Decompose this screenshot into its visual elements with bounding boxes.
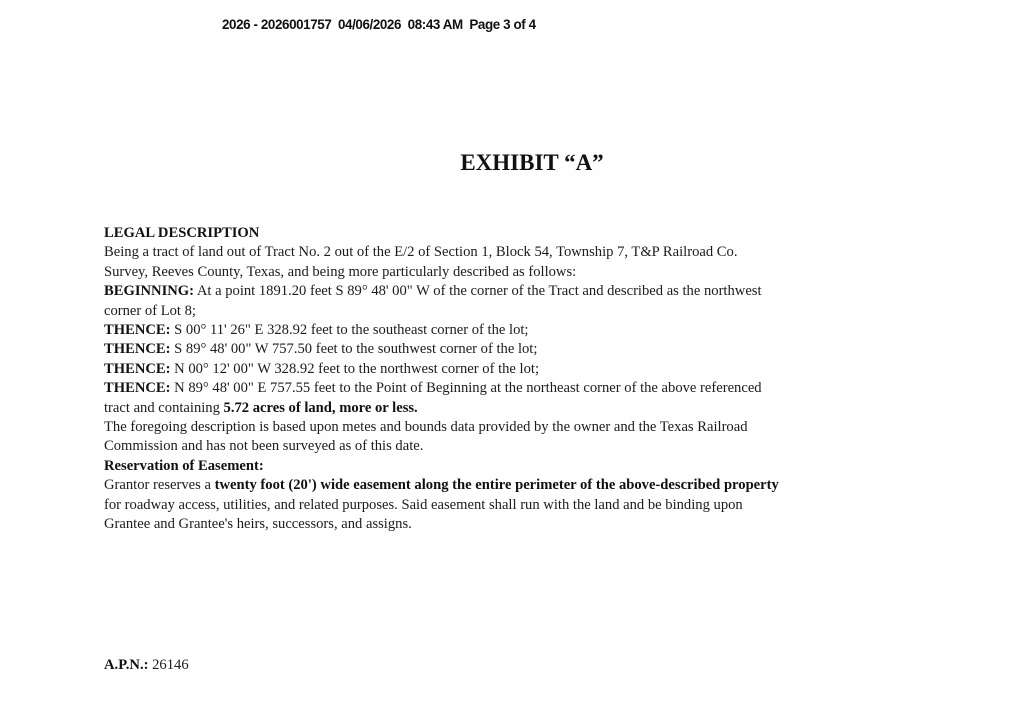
foregoing-line-1: The foregoing description is based upon metes and bounds data provided by the owner and the Texas Railroad (104, 419, 748, 436)
thence-call (104, 340, 964, 359)
thence-text: S 00° 11' 26" E 328.92 feet to the southeast corner of the lot; (170, 322, 529, 339)
thence-label: THENCE: (104, 380, 171, 397)
beginning-line-2: corner of Lot 8; (104, 302, 196, 319)
thence-call (104, 379, 964, 398)
exhibit-title: EXHIBIT “A” (460, 150, 604, 175)
containing-prefix: tract and containing (104, 399, 224, 416)
thence-call (104, 360, 964, 379)
apn-label: A.P.N.: (104, 657, 149, 673)
intro-line-1: Being a tract of land out of Tract No. 2 out of the E/2 of Section 1, Block 54, Township 7, T&P Railroad Co. (104, 244, 738, 261)
thence-label: THENCE: (104, 341, 171, 358)
thence-text: N 00° 12' 00" W 328.92 feet to the northwest corner of the lot; (170, 360, 540, 377)
thence-text: N 89° 48' 00" E 757.55 feet to the Point of Beginning at the northeast corner of the above referenced (170, 380, 762, 397)
easement-width: twenty foot (20') wide easement along the entire perimeter of the above-described property (214, 477, 779, 494)
apn (104, 657, 189, 674)
easement-heading: Reservation of Easement: (104, 457, 264, 474)
legal-description-section (104, 224, 964, 535)
thence-text: S 89° 48' 00" W 757.50 feet to the southwest corner of the lot; (170, 341, 538, 358)
apn-value: 26146 (152, 657, 189, 673)
recording-stamp: 2026 - 2026001757 04/06/2026 08:43 AM Page 3 of 4 (222, 17, 536, 32)
beginning-label: BEGINNING: (104, 283, 195, 300)
beginning-call (104, 282, 964, 301)
thence-call (104, 321, 964, 340)
thence-label: THENCE: (104, 360, 171, 377)
easement-line-1 (104, 476, 964, 495)
easement-prefix: Grantor reserves a (104, 477, 215, 494)
containing-line (104, 399, 964, 418)
easement-line-3: Grantee and Grantee's heirs, successors, and assigns. (104, 516, 412, 533)
easement-line-2: for roadway access, utilities, and related purposes. Said easement shall run with the land and be binding upon (104, 496, 743, 513)
intro-line-2: Survey, Reeves County, Texas, and being more particularly described as follows: (104, 263, 577, 280)
beginning-text: At a point 1891.20 feet S 89° 48' 00" W of the corner of the Tract and described as the northwest (194, 283, 762, 300)
legal-description-heading: LEGAL DESCRIPTION (104, 225, 260, 241)
foregoing-line-2: Commission and has not been surveyed as of this date. (104, 438, 424, 455)
thence-label: THENCE: (104, 322, 171, 339)
acreage: 5.72 acres of land, more or less. (223, 399, 418, 416)
